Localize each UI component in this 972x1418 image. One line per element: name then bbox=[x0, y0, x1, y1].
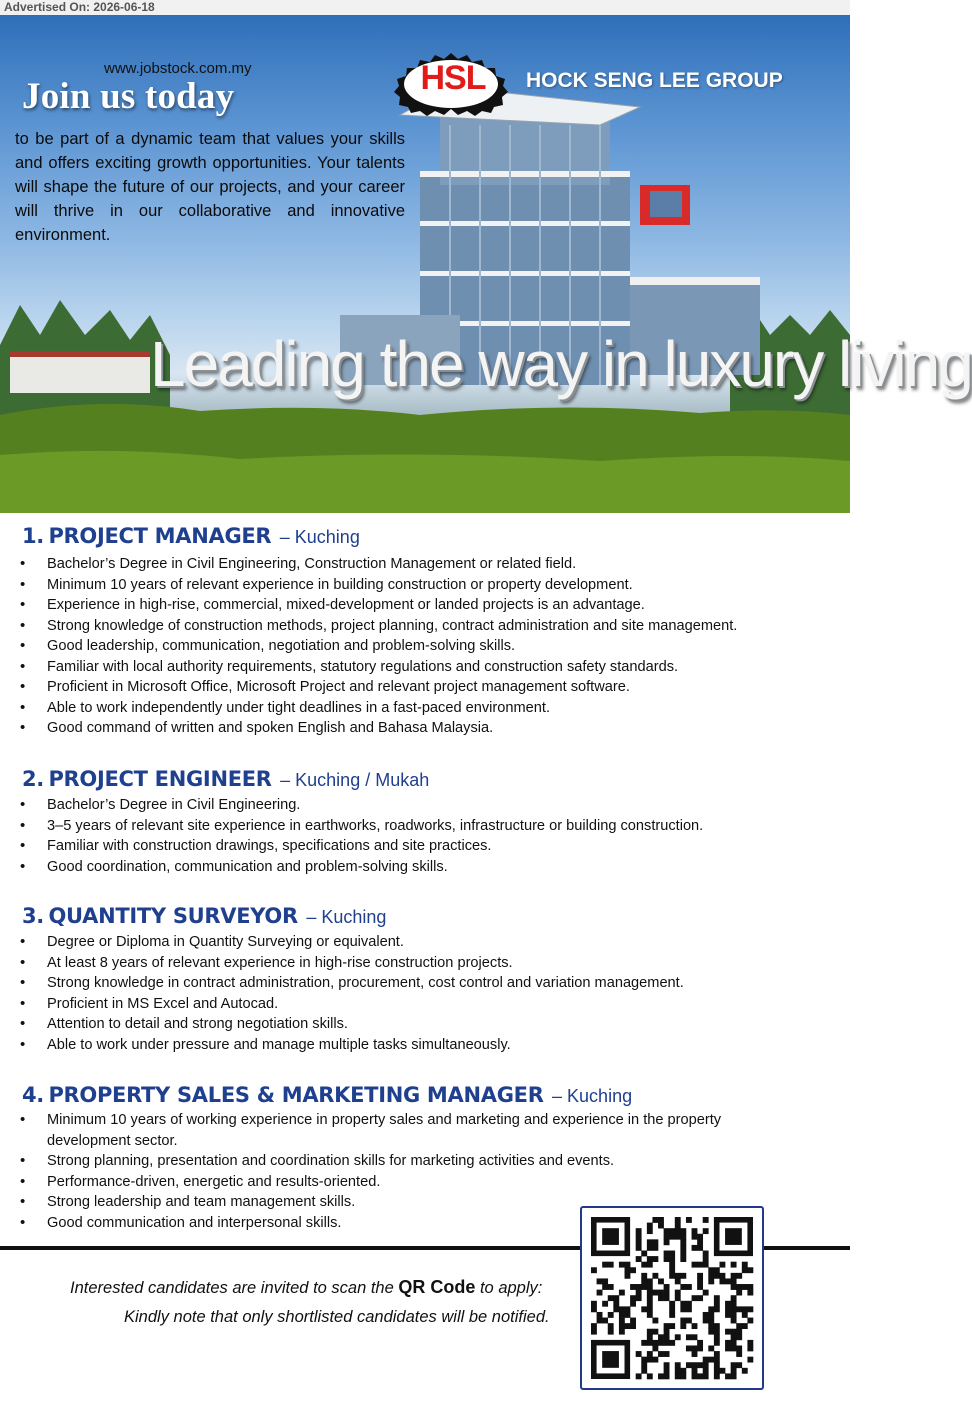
list-item: • Strong leadership and team management skills. bbox=[0, 1192, 850, 1213]
list-item: • At least 8 years of relevant experience in high-rise construction projects. bbox=[0, 953, 850, 974]
list-item: • Strong knowledge of construction methods, project planning, contract administration and site management. bbox=[0, 616, 850, 637]
list-item: • Attention to detail and strong negotiation skills. bbox=[0, 1014, 850, 1035]
job-title: PROPERTY SALES & MARKETING MANAGER bbox=[48, 1083, 544, 1107]
job-heading bbox=[22, 524, 360, 548]
list-item: • Bachelor’s Degree in Civil Engineering. bbox=[0, 795, 850, 816]
requirements-list bbox=[0, 795, 850, 877]
apply-prefix: Interested candidates are invited to scan the bbox=[70, 1279, 399, 1297]
job-title: PROJECT MANAGER bbox=[48, 524, 272, 548]
job-heading bbox=[22, 904, 386, 928]
job-number: 4. bbox=[22, 1083, 44, 1107]
list-item: • Able to work independently under tight deadlines in a fast-paced environment. bbox=[0, 698, 850, 719]
job-title: PROJECT ENGINEER bbox=[48, 767, 272, 791]
slogan-sign: Leading the way in luxury living bbox=[150, 328, 972, 400]
qr-code-icon[interactable] bbox=[591, 1217, 753, 1379]
apply-instruction bbox=[70, 1277, 542, 1298]
headline: Join us today bbox=[22, 76, 235, 117]
list-item: • Familiar with local authority requirements, statutory regulations and construction safety standards. bbox=[0, 657, 850, 678]
job-location: – Kuching / Mukah bbox=[280, 770, 430, 790]
intro-text: to be part of a dynamic team that values your skills and offers exciting growth opportunities. Your talents will shape the future of our projects, and your career will thrive in our collaborative and innovative environment. bbox=[15, 130, 405, 244]
requirements-list bbox=[0, 932, 850, 1055]
job-location: – Kuching bbox=[552, 1086, 633, 1106]
job-location: – Kuching bbox=[306, 907, 387, 927]
list-item: • Experience in high-rise, commercial, mixed-development or landed projects is an advantage. bbox=[0, 595, 850, 616]
list-item: • Good leadership, communication, negotiation and problem-solving skills. bbox=[0, 636, 850, 657]
advertised-on-date: Advertised On: 2026-06-18 bbox=[4, 0, 155, 14]
list-item: • Familiar with construction drawings, specifications and site practices. bbox=[0, 836, 850, 857]
job-title: QUANTITY SURVEYOR bbox=[48, 904, 298, 928]
job-heading bbox=[22, 767, 429, 791]
list-item: • Good communication and interpersonal skills. bbox=[0, 1213, 850, 1234]
apply-suffix: to apply: bbox=[475, 1279, 543, 1297]
qr-code-frame[interactable] bbox=[580, 1206, 764, 1390]
list-item: • Minimum 10 years of relevant experience in building construction or property development. bbox=[0, 575, 850, 596]
brand-name: HOCK SENG LEE GROUP bbox=[526, 69, 783, 92]
list-item: • Performance-driven, energetic and results-oriented. bbox=[0, 1172, 850, 1193]
job-heading bbox=[22, 1083, 632, 1107]
list-item: • Strong planning, presentation and coordination skills for marketing activities and events. bbox=[0, 1151, 850, 1172]
job-location: – Kuching bbox=[279, 527, 360, 547]
site-url: www.jobstock.com.my bbox=[104, 60, 252, 77]
list-item: • Strong knowledge in contract administration, procurement, cost control and variation management. bbox=[0, 973, 850, 994]
list-item: • Good coordination, communication and problem-solving skills. bbox=[0, 857, 850, 878]
list-item: • Minimum 10 years of working experience in property sales and marketing and experience in the property development sector. bbox=[0, 1110, 850, 1151]
apply-qr-label: QR Code bbox=[398, 1277, 476, 1297]
list-item: • 3–5 years of relevant site experience in earthworks, roadworks, infrastructure or building construction. bbox=[0, 816, 850, 837]
shortlist-note: Kindly note that only shortlisted candidates will be notified. bbox=[124, 1308, 550, 1326]
advertised-on-bar bbox=[0, 0, 850, 16]
job-number: 1. bbox=[22, 524, 44, 548]
list-item: • Bachelor’s Degree in Civil Engineering, Construction Management or related field. bbox=[0, 554, 850, 575]
job-number: 2. bbox=[22, 767, 44, 791]
list-item: • Proficient in Microsoft Office, Microsoft Project and relevant project management software. bbox=[0, 677, 850, 698]
logo-text: HSL bbox=[420, 59, 486, 97]
hero-banner bbox=[0, 15, 972, 513]
requirements-list bbox=[0, 554, 850, 739]
list-item: • Degree or Diploma in Quantity Surveying or equivalent. bbox=[0, 932, 850, 953]
job-number: 3. bbox=[22, 904, 44, 928]
list-item: • Proficient in MS Excel and Autocad. bbox=[0, 994, 850, 1015]
list-item: • Able to work under pressure and manage multiple tasks simultaneously. bbox=[0, 1035, 850, 1056]
list-item: • Good command of written and spoken English and Bahasa Malaysia. bbox=[0, 718, 850, 739]
